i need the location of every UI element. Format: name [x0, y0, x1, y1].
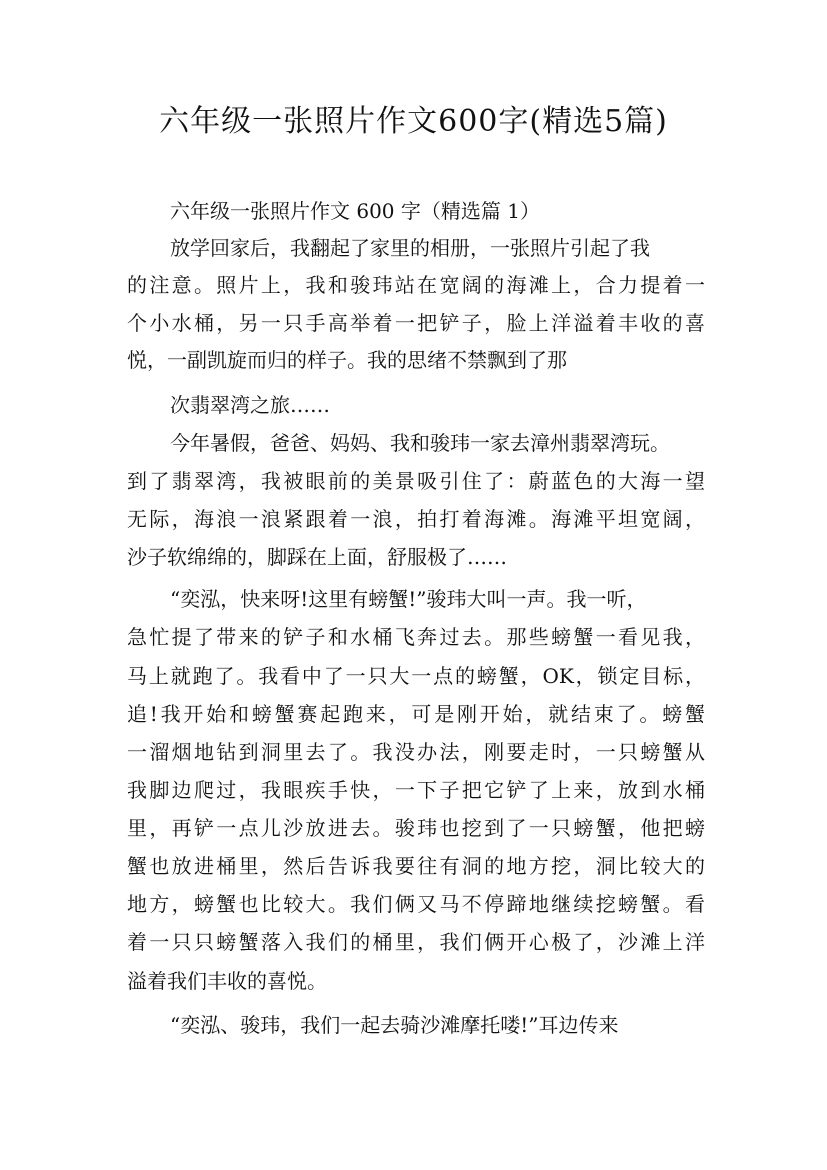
document-title: 六年级一张照片作文600字(精选5篇) [159, 104, 668, 139]
paragraph-line: 放学回家后，我翻起了家里的相册，一张照片引起了我 [170, 236, 650, 260]
paragraph-line: 地方，螃蟹也比较大。我们俩又马不停蹄地继续挖螃蟹。看 [127, 892, 705, 916]
paragraph-line: 我脚边爬过，我眼疾手快，一下子把它铲了上来，放到水桶 [127, 778, 705, 802]
paragraph-line: 一溜烟地钻到洞里去了。我没办法，刚要走时，一只螃蟹从 [127, 740, 705, 764]
paragraph-line: 急忙提了带来的铲子和水桶飞奔过去。那些螃蟹一看见我， [127, 625, 705, 649]
paragraph-line: 悦，一副凯旋而归的样子。我的思绪不禁飘到了那 [127, 348, 567, 372]
paragraph-line: “奕泓、骏玮，我们一起去骑沙滩摩托喽!”耳边传来 [170, 1013, 619, 1037]
paragraph-line: 次翡翠湾之旅…… [170, 393, 330, 417]
paragraph-line: 沙子软绵绵的，脚踩在上面，舒服极了…… [127, 545, 507, 569]
paragraph-line: 溢着我们丰收的喜悦。 [127, 969, 327, 993]
paragraph-line: 无际，海浪一浪紧跟着一浪，拍打着海滩。海滩平坦宽阔， [127, 507, 705, 531]
paragraph-line: 马上就跑了。我看中了一只大一点的螃蟹，OK，锁定目标， [127, 664, 705, 688]
section-heading: 六年级一张照片作文 600 字（精选篇 1） [170, 199, 540, 223]
paragraph-line: 蟹也放进桶里，然后告诉我要往有洞的地方挖，洞比较大的 [127, 854, 705, 878]
paragraph-line: 追!我开始和螃蟹赛起跑来，可是刚开始，就结束了。螃蟹 [127, 702, 705, 726]
paragraph-line: 着一只只螃蟹落入我们的桶里，我们俩开心极了，沙滩上洋 [127, 930, 705, 954]
paragraph-line: 里，再铲一点儿沙放进去。骏玮也挖到了一只螃蟹，他把螃 [127, 816, 705, 840]
paragraph-line: 的注意。照片上，我和骏玮站在宽阔的海滩上，合力提着一 [127, 273, 705, 297]
paragraph-line: 个小水桶，另一只手高举着一把铲子，脸上洋溢着丰收的喜 [127, 311, 705, 335]
paragraph-line: 今年暑假，爸爸、妈妈、我和骏玮一家去漳州翡翠湾玩。 [170, 431, 670, 455]
paragraph-line: 到了翡翠湾，我被眼前的美景吸引住了：蔚蓝色的大海一望 [127, 469, 705, 493]
paragraph-line: “奕泓，快来呀!这里有螃蟹!”骏玮大叫一声。我一听， [170, 587, 647, 611]
